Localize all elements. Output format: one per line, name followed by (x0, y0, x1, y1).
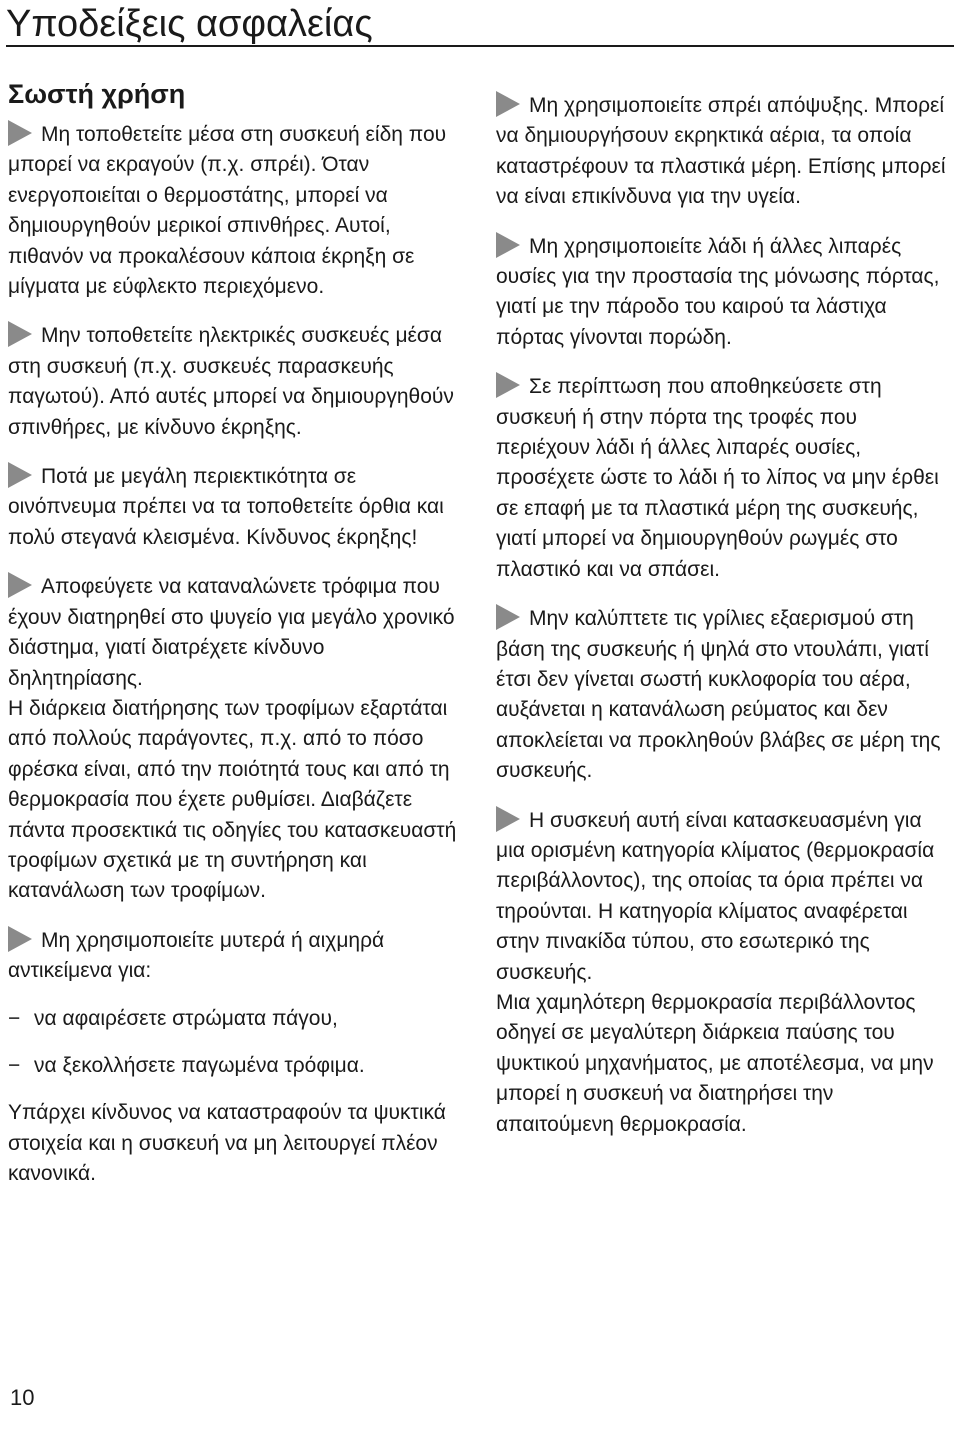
arrow-bullet-icon (8, 120, 32, 146)
safety-item (496, 372, 954, 585)
safety-item-text: Μη χρησιμοποιείτε σπρέι απόψυξης. Μπορεί να δημιουργήσουν εκρηκτικά αέρια, τα οποία καταστρέφουν τα πλαστικά μέρη. Επίσης μπορεί να είναι επικίνδυνα για την υγεία. (496, 94, 946, 209)
safety-item-note: Η διάρκεια διατήρησης των τροφίμων εξαρτάται από πολλούς παράγοντες, π.χ. από το πόσο φρέσκα είναι, από την ποιότητά τους και από τη θερμοκρασία που έχετε ρυθμίσει. Διαβάζετε πάντα προσεκτικά τις οδηγίες του κατασκευαστή τροφίμων σχετικά με τη συντήρηση και κατανάλωση των τροφίμων. (8, 696, 457, 903)
dash-item-text: να ξεκολλήσετε παγωμένα τρόφιμα. (34, 1053, 365, 1077)
arrow-bullet-icon (496, 604, 520, 630)
dash-list-item (8, 1051, 464, 1081)
title-divider (6, 45, 954, 47)
safety-item-text: Μη χρησιμοποιείτε λάδι ή άλλες λιπαρές ουσίες για την προστασία της μόνωσης πόρτας, γιατί με την πάροδο του καιρού τα λάστιχα πόρτας γίνονται πορώδη. (496, 234, 940, 349)
safety-item (8, 321, 464, 443)
arrow-bullet-icon (8, 926, 32, 952)
left-column (8, 76, 464, 1209)
safety-item-text: Ποτά με μεγάλη περιεκτικότητα σε οινόπνευμα πρέπει να τα τοποθετείτε όρθια και πολύ στεγανά κλεισμένα. Κίνδυνος έκρηξης! (8, 465, 444, 549)
dash-marker: − (8, 1053, 21, 1077)
arrow-bullet-icon (8, 572, 32, 598)
dash-marker: − (8, 1006, 21, 1030)
safety-item (8, 926, 464, 987)
arrow-bullet-icon (496, 232, 520, 258)
safety-item-text: Μην καλύπτετε τις γρίλιες εξαερισμού στη βάση της συσκευής ή ψηλά στο ντουλάπι, γιατί έτσι δεν γίνεται σωστή κυκλοφορία του αέρα, αυξάνεται η κατανάλωση ρεύματος και δεν αποκλείεται να προκληθούν βλάβες σε μέρη της συσκευής. (496, 607, 941, 783)
safety-item-text: Μην τοποθετείτε ηλεκτρικές συσκευές μέσα στη συσκευή (π.χ. συσκευές παρασκευής παγωτού). Από αυτές μπορεί να δημιουργηθούν σπινθήρες, με κίνδυνο έκρηξης. (8, 324, 454, 439)
dash-list-item (8, 1004, 464, 1034)
safety-item (496, 806, 954, 1140)
safety-item (8, 120, 464, 302)
arrow-bullet-icon (496, 91, 520, 117)
section-heading: Σωστή χρήση (8, 79, 186, 109)
safety-item-text: Μη χρησιμοποιείτε μυτερά ή αιχμηρά αντικείμενα για: (8, 928, 385, 983)
arrow-bullet-icon (8, 321, 32, 347)
safety-item-text: Σε περίπτωση που αποθηκεύσετε στη συσκευή ή στην πόρτα της τροφές που περιέχουν λάδι ή άλλες λιπαρές ουσίες, προσέχετε ώστε το λάδι ή το λίπος να μην έρθει σε επαφή με τα πλαστικά μέρη της συσκευής, γιατί μπορεί να δημιουργηθούν ρωγμές στο πλαστικό και να σπάσει. (496, 375, 939, 581)
safety-item-note: Μια χαμηλότερη θερμοκρασία περιβάλλοντος οδηγεί σε μεγαλύτερη διάρκεια παύσης του ψυκτικού μηχανήματος, με αποτέλεσμα, να μην μπορεί η συσκευή να διατηρήσει την απαιτούμενη θερμοκρασία. (496, 990, 934, 1136)
safety-item-text: Η συσκευή αυτή είναι κατασκευασμένη για μια ορισμένη κατηγορία κλίματος (θερμοκρασία περιβάλλοντος), της οποίας τα όρια πρέπει να τηρούνται. Η κατηγορία κλίματος αναφέρεται στην πινακίδα τύπου, στο εσωτερικό της συσκευής. (496, 808, 935, 984)
safety-item (8, 572, 464, 906)
page-number: 10 (10, 1385, 35, 1410)
arrow-bullet-icon (496, 806, 520, 832)
arrow-bullet-icon (8, 462, 32, 488)
right-column (496, 91, 954, 1159)
safety-item (496, 91, 954, 213)
safety-item-text: Αποφεύγετε να καταναλώνετε τρόφιμα που έχουν διατηρηθεί στο ψυγείο για μεγάλο χρονικό διάστημα, γιατί διατρέχετε κίνδυνο δηλητηρίασης. (8, 575, 455, 690)
page-title: Υποδείξεις ασφαλείας (6, 3, 373, 45)
safety-item-text: Μη τοποθετείτε μέσα στη συσκευή είδη που μπορεί να εκραγούν (π.χ. σπρέι). Όταν ενεργοποιείται ο θερμοστάτης, μπορεί να δημιουργηθούν μερικοί σπινθήρες. Αυτοί, πιθανόν να προκαλέσουν κάποια έκρηξη σε μίγματα με εύφλεκτο περιεχόμενο. (8, 123, 447, 299)
safety-item (496, 232, 954, 354)
safety-item (496, 604, 954, 786)
arrow-bullet-icon (496, 372, 520, 398)
closing-note: Υπάρχει κίνδυνος να καταστραφούν τα ψυκτικά στοιχεία και η συσκευή να μη λειτουργεί πλέον κανονικά. (8, 1101, 446, 1186)
dash-item-text: να αφαιρέσετε στρώματα πάγου, (34, 1006, 338, 1030)
safety-item (8, 462, 464, 553)
